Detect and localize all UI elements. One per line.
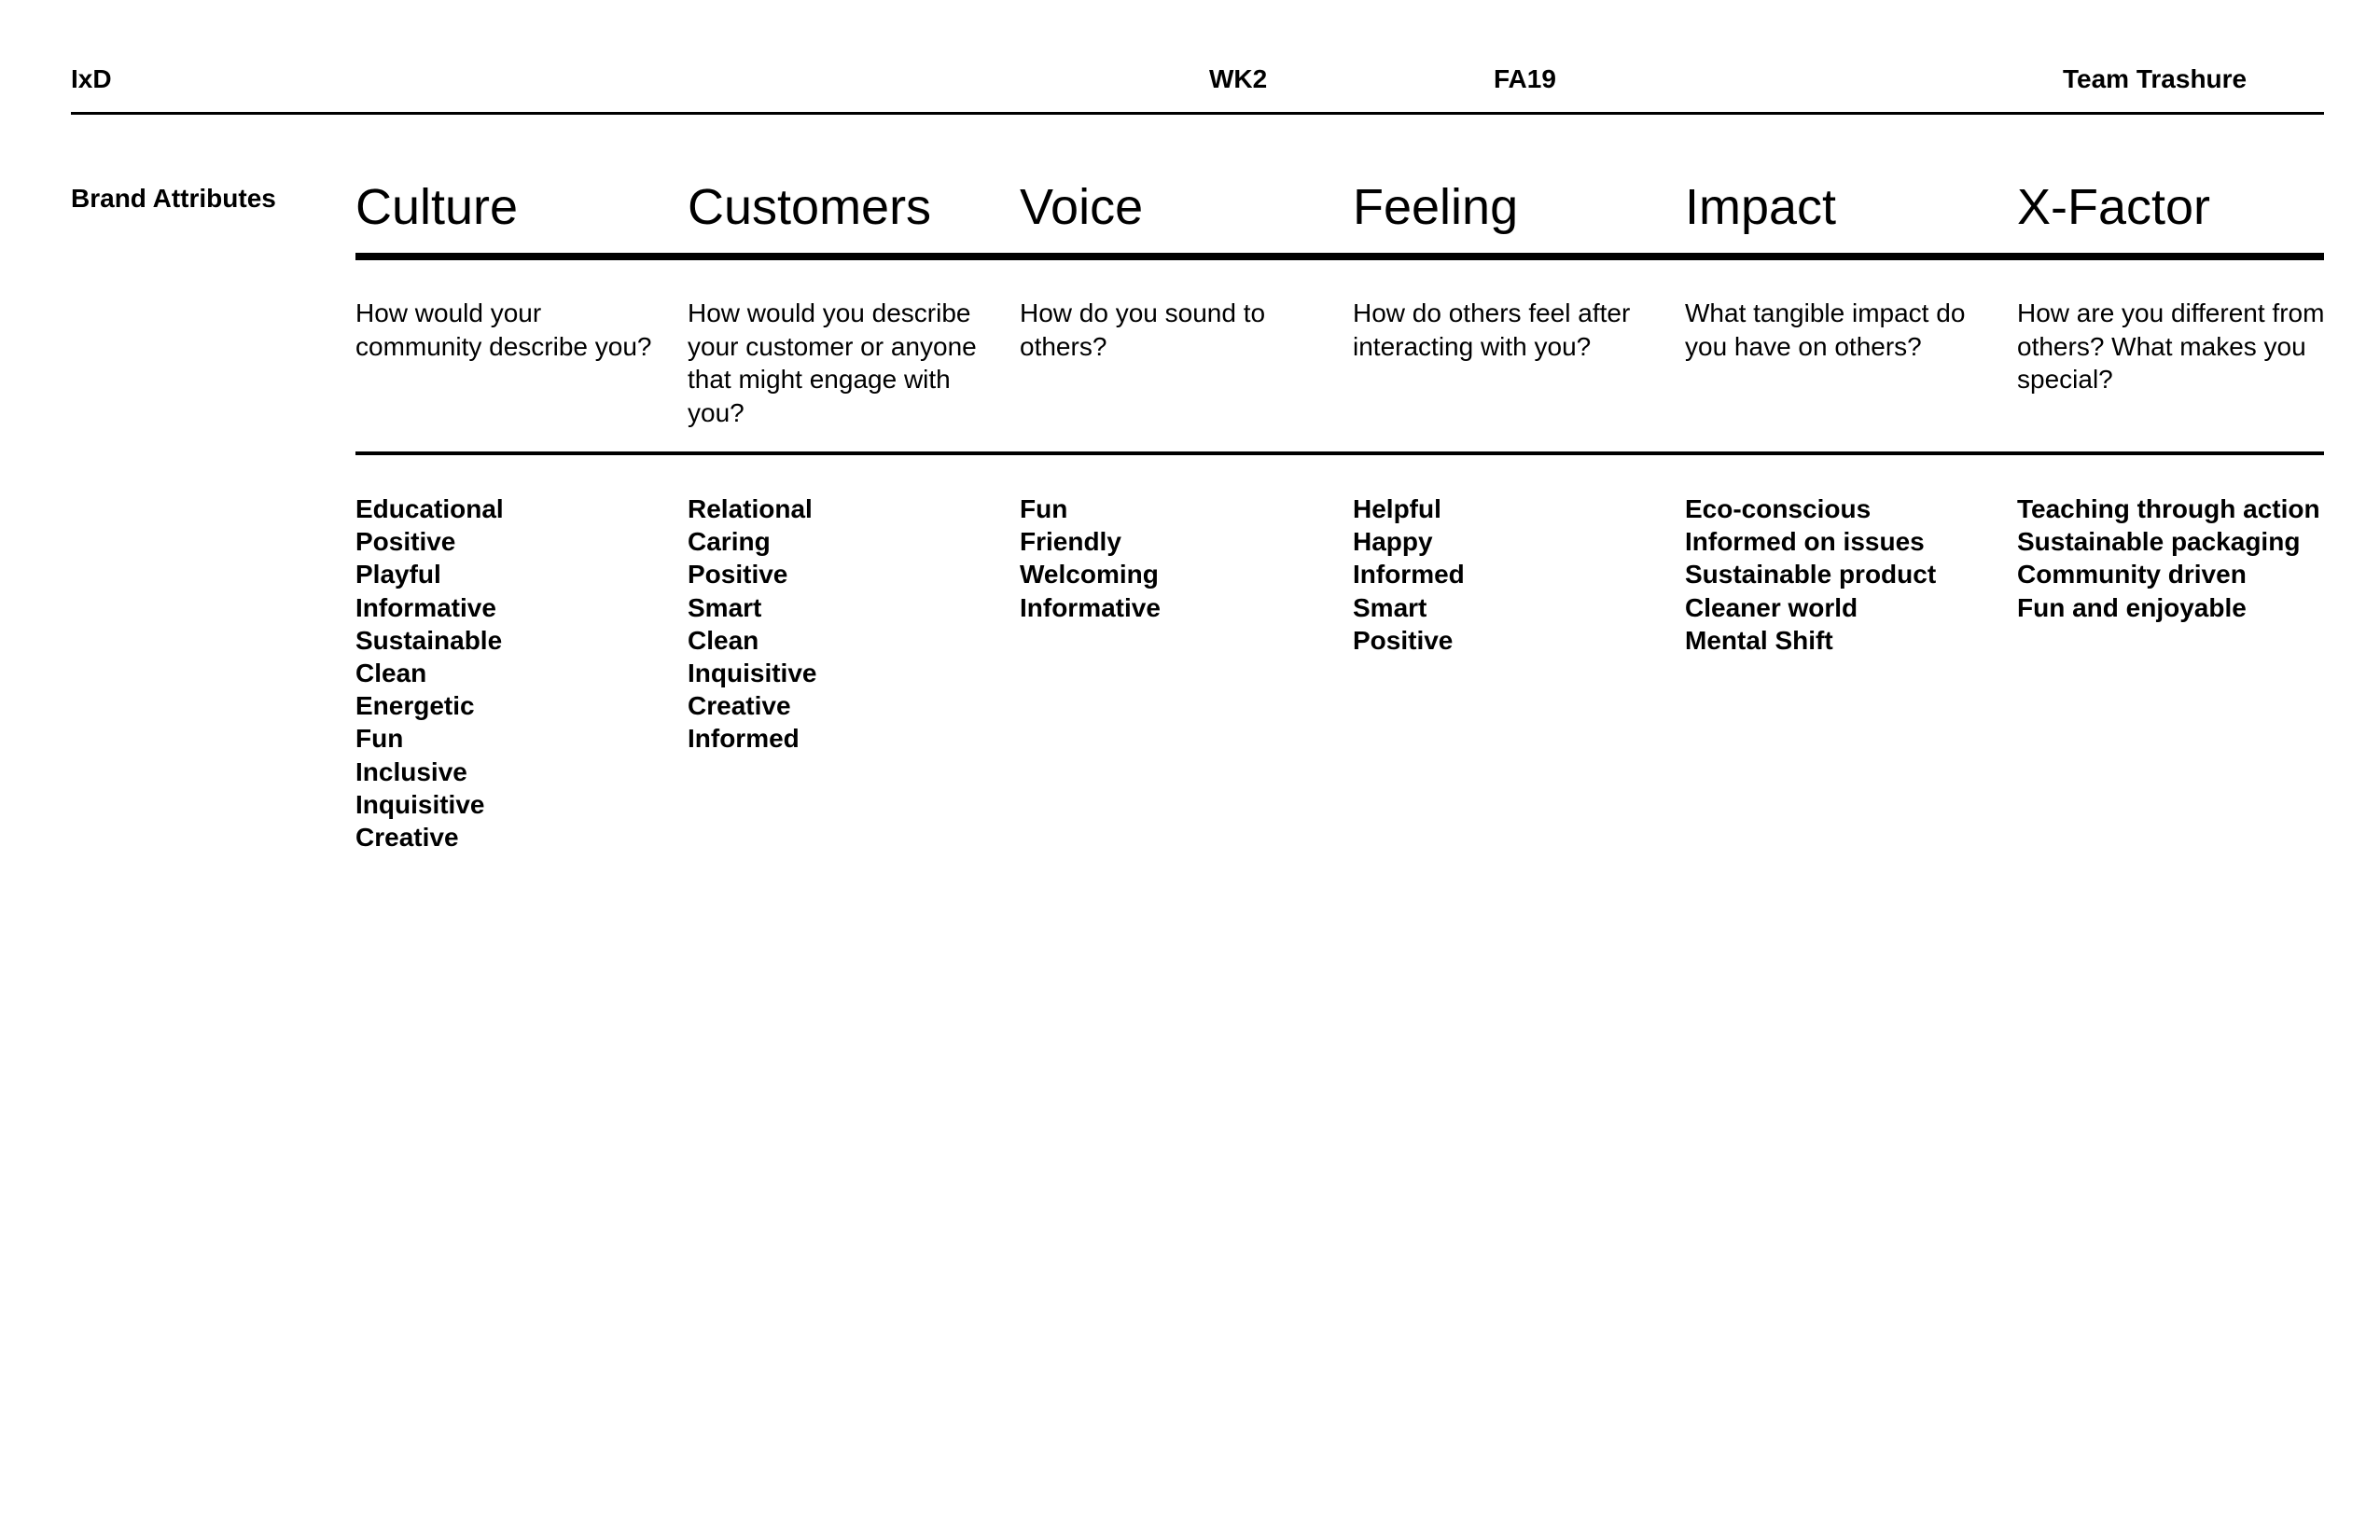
list-item: Positive [355, 527, 456, 557]
column-question: How would your community describe you? [355, 298, 652, 361]
column-question: How do you sound to others? [1020, 298, 1266, 361]
list-item: Relational [688, 494, 813, 523]
column-title: X-Factor [2017, 179, 2211, 235]
column-title: Voice [1020, 179, 1144, 235]
list-item: Teaching through action [2017, 494, 2320, 523]
attribute-list [355, 493, 504, 853]
column-question: What tangible impact do you have on others? [1685, 298, 1966, 361]
list-item: Clean [688, 625, 759, 655]
list-item: Informed on issues [1685, 527, 1925, 557]
list-item: Positive [688, 560, 788, 590]
list-item: Positive [1353, 625, 1454, 655]
list-item: Sustainable packaging [2017, 527, 2301, 557]
column-question: How are you different from others? What makes you special? [2017, 298, 2325, 394]
list-item: Caring [688, 527, 771, 557]
list-item: Energetic [355, 691, 475, 721]
list-item: Smart [1353, 592, 1427, 622]
column-question: How would you describe your customer or anyone that might engage with you? [688, 298, 977, 427]
list-item: Educational [355, 494, 504, 523]
list-item: Fun [1020, 494, 1068, 523]
column-title: Customers [688, 179, 932, 235]
week-label: WK2 [1209, 64, 1268, 93]
list-item: Inquisitive [688, 659, 817, 688]
list-item: Creative [355, 823, 459, 853]
list-item: Sustainable [355, 625, 503, 655]
question-divider [355, 451, 2324, 455]
list-item: Fun [355, 724, 404, 754]
attribute-list [1353, 493, 1465, 657]
list-item: Helpful [1353, 494, 1441, 523]
list-item: Happy [1353, 527, 1433, 557]
column-title: Feeling [1353, 179, 1519, 235]
list-item: Informative [1020, 592, 1161, 622]
title-divider [355, 253, 2324, 260]
list-item: Clean [355, 659, 427, 688]
list-item: Informative [355, 592, 496, 622]
attribute-list [688, 493, 816, 756]
list-item: Sustainable product [1685, 560, 1937, 590]
list-item: Community driven [2017, 560, 2247, 590]
attribute-list [1685, 493, 1936, 657]
list-item: Inquisitive [355, 789, 485, 819]
list-item: Mental Shift [1685, 625, 1833, 655]
term-label: FA19 [1494, 64, 1556, 93]
list-item: Informed [688, 724, 800, 754]
section-label: Brand Attributes [71, 184, 276, 213]
list-item: Smart [688, 592, 762, 622]
course-label: IxD [71, 64, 112, 93]
column-title: Impact [1685, 179, 1837, 235]
list-item: Fun and enjoyable [2017, 592, 2247, 622]
list-item: Cleaner world [1685, 592, 1858, 622]
list-item: Creative [688, 691, 791, 721]
attribute-list [1020, 493, 1161, 624]
list-item: Informed [1353, 560, 1465, 590]
list-item: Friendly [1020, 527, 1121, 557]
list-item: Inclusive [355, 756, 467, 786]
team-label: Team Trashure [2063, 64, 2248, 93]
header-divider [71, 112, 2324, 115]
attribute-list [2017, 493, 2320, 624]
column-question: How do others feel after interacting with you? [1353, 298, 1631, 361]
list-item: Eco-conscious [1685, 494, 1872, 523]
list-item: Playful [355, 560, 441, 590]
column-title: Culture [355, 179, 519, 235]
list-item: Welcoming [1020, 560, 1159, 590]
